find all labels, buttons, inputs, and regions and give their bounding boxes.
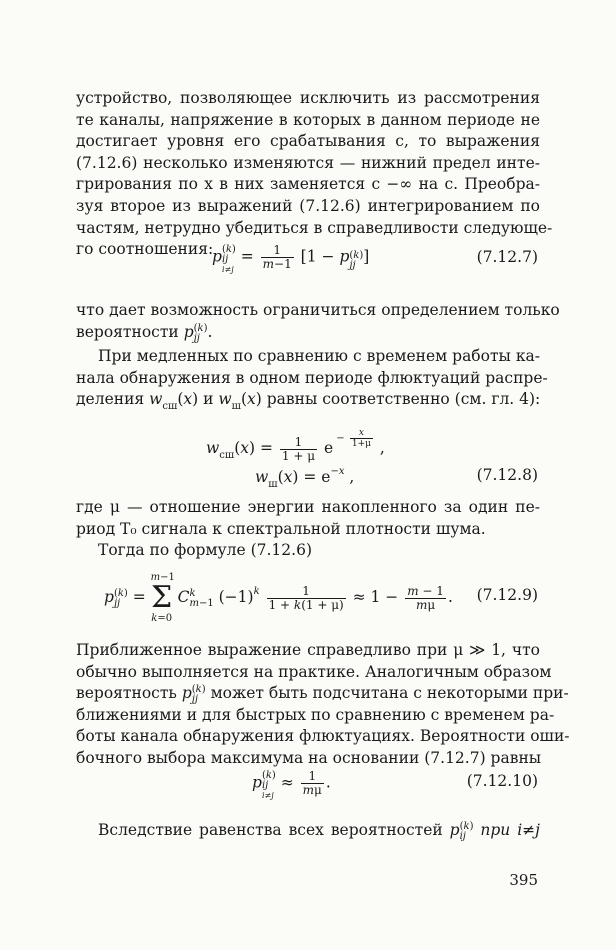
paragraph-6 <box>76 640 570 770</box>
page-number: 395 <box>509 871 538 889</box>
text-line: грирования по x в них заменяется c −∞ на c. Преобра- <box>76 175 540 194</box>
text-fragment: при i≠j <box>480 821 540 839</box>
text-fragment: может быть подсчитана с некоторыми при- <box>210 684 569 703</box>
text-line: ближениями и для быстрых по сравнению с временем ра- <box>76 705 555 724</box>
text-line: риод T₀ сигнала к спектральной плотности шума. <box>76 519 486 538</box>
equation-7-12-9: p (k) jj = m−1 Σ k=0 C k m−1 $(-1)^k$ $\frac{1}{1 + k(1 + \mu)}$ ≈ 1 − $\frac{m - 1}{m\mu}$ . <box>104 572 453 624</box>
paragraph-3 <box>76 346 548 413</box>
text-line: зуя второе из выражений (7.12.6) интегрированием по <box>76 196 540 215</box>
text-line: достигает уровня его срабатывания c, то выражения <box>76 132 540 151</box>
text-line: вероятности p (k) jj . <box>76 322 213 344</box>
text-line: частям, нетрудно убедиться в справедливости следующе- <box>76 218 553 237</box>
equation-number: (7.12.9) <box>476 586 538 604</box>
equation-7-12-10: p (k) ij i≠j ≈ $\frac{1}{m\mu}$ . <box>252 769 331 800</box>
text-line: те каналы, напряжение в которых в данном периоде не <box>76 110 540 129</box>
equation-number: (7.12.8) <box>476 466 538 484</box>
text-line: При медленных по сравнению с временем работы ка- <box>98 347 540 365</box>
text-line: (7.12.6) несколько изменяются — нижний предел инте- <box>76 153 540 172</box>
text-line: Приближенное выражение справедливо при μ ≫ 1, что <box>76 641 540 659</box>
text-fragment: вероятность <box>76 684 177 703</box>
equation-number: (7.12.10) <box>466 772 538 790</box>
text-fragment: вероятности <box>76 322 179 341</box>
text-line: боты канала обнаружения флюктуациях. Вероятности оши- <box>76 727 570 746</box>
text-fragment: Вследствие равенства всех вероятностей <box>98 821 443 839</box>
text-line: устройство, позволяющее исключить из рассмотрения <box>76 89 540 107</box>
text-line: Вследствие равенства всех вероятностей p (k) ij при i≠j <box>98 821 540 842</box>
text-line: что дает возможность ограничиться определением только <box>76 301 560 319</box>
paragraph-7 <box>76 820 540 842</box>
equation-w-sh: $w_ш(x) = e^{-x}$ , <box>255 466 355 490</box>
equation-w-ssh: $w_{сш}(x)$ = $\frac{1}{1 + \mu}$ e $^{- \frac{x}{1+\mu}}$ , <box>206 428 385 463</box>
text-line: деления $w_{сш}(x)$ и $w_ш(x)$ равны соответственно (см. гл. 4): <box>76 390 541 413</box>
text-line: Тогда по формуле (7.12.6) <box>98 541 312 560</box>
text-line: го соотношения: <box>76 240 214 259</box>
equation-7-12-7: p (k) ij i≠j = $\frac{1}{m-1}$ [1 − p (k) jj ] <box>212 243 370 274</box>
paragraph-2 <box>76 300 560 344</box>
text-fragment: деления <box>76 390 145 409</box>
text-line: обычно выполняется на практике. Аналогичным образом <box>76 662 552 681</box>
text-line: бочного выбора максимума на основании (7.12.7) равны <box>76 748 542 767</box>
text-fragment: равны соответственно (см. гл. 4): <box>266 390 541 409</box>
text-line: нала обнаружения в одном периоде флюктуаций распре- <box>76 368 548 387</box>
equation-number: (7.12.7) <box>476 248 538 266</box>
paragraph-4 <box>76 497 540 562</box>
text-line: вероятность p (k) jj может быть подсчитана с некоторыми при- <box>76 684 569 706</box>
text-line: где μ — отношение энергии накопленного за один пе- <box>76 498 540 516</box>
paragraph-1 <box>76 88 553 261</box>
